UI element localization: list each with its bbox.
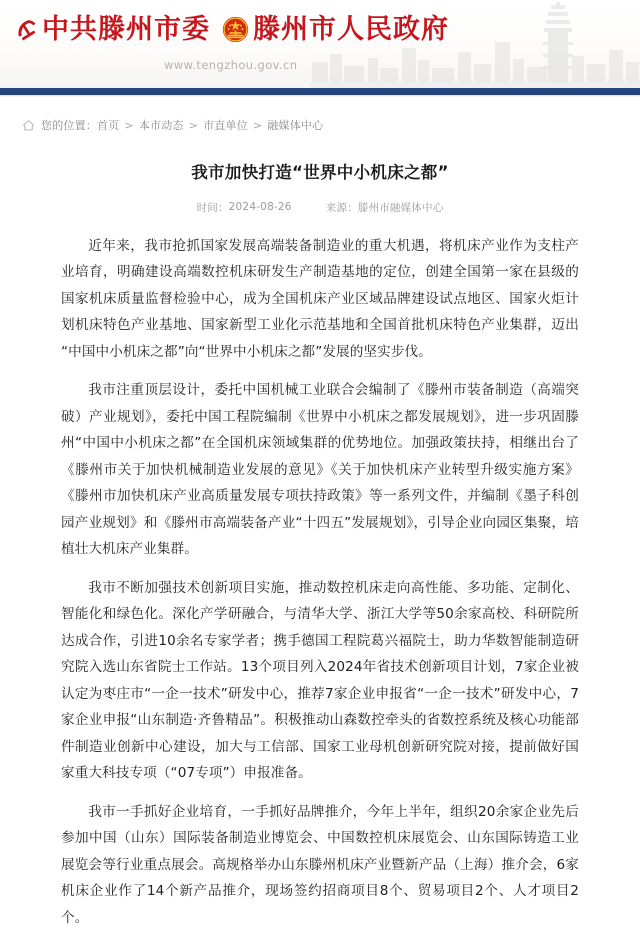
article-title: 我市加快打造“世界中小机床之都” xyxy=(191,163,449,182)
cpc-hammer-sickle-icon xyxy=(14,16,40,42)
source-label: 来源： xyxy=(325,201,358,214)
breadcrumb-separator: > xyxy=(188,118,199,132)
national-emblem-icon xyxy=(222,16,249,43)
cpc-title: 中共滕州市委 xyxy=(42,13,210,45)
breadcrumb-item-city-news[interactable]: 本市动态 xyxy=(138,119,184,132)
nav-divider-bar xyxy=(0,88,640,95)
banner-content xyxy=(0,0,640,72)
source-value: 滕州市融媒体中心 xyxy=(357,201,444,214)
publish-time-value: 2024-08-26 xyxy=(228,201,292,214)
article-meta xyxy=(61,200,579,215)
nav-divider-shadow xyxy=(0,95,640,97)
article-paragraph: 我市注重顶层设计，委托中国机械工业联合会编制了《滕州市装备制造（高端突破）产业规划》，委托中国工程院编制《世界中小机床之都发展规划》，进一步巩固滕州“中国中小机床之都”在全国机床领域集群的优势地位。加强政策扶持，相继出台了《滕州市关于加快机械制造业发展的意见》《关于加快机床产业转型升级实施方案》《滕州市加快机床产业高质量发展专项扶持政策》等一系列文件，并编制《墨子科创园产业规划》和《滕州市高端装备产业“十四五”发展规划》，引导企业向园区集聚，培植壮大机床产业集群。 xyxy=(61,382,579,558)
breadcrumb xyxy=(22,117,640,133)
article-paragraph: 我市不断加强技术创新项目实施，推动数控机床走向高性能、多功能、定制化、智能化和绿色化。深化产学研融合，与清华大学、浙江大学等50余家高校、科研院所达成合作，引进10余名专家学者；携手德国工程院葛兴福院士，助力华数智能制造研究院入选山东省院士工作站。13个项目列入2024年省技术创新项目计划，7家企业被认定为枣庄市“一企一技术”研发中心，推荐7家企业申报省“一企一技术”研发中心，7家企业申报“山东制造·齐鲁精品”。积极推动山森数控牵头的省数控系统及核心功能部件制造业创新中心建设，加大与工信部、国家工业母机创新研究院对接，提前做好国家重大科技专项（“07专项”）申报准备。 xyxy=(61,579,579,782)
article-body xyxy=(61,233,579,931)
article-paragraph: 我市一手抓好企业培育，一手抓好品牌推介，今年上半年，组织20余家企业先后参加中国（山东）国际装备制造业博览会、中国数控机床展览会、山东国际铸造工业展览会等行业重点展会。高规格举办山东滕州机床产业暨新产品（上海）推介会，6家机床企业作了14个新产品推介，现场签约招商项目8个、贸易项目2个、人才项目2个。 xyxy=(61,803,579,926)
site-url: www.tengzhou.gov.cn xyxy=(164,58,298,72)
breadcrumb-separator: > xyxy=(124,118,134,132)
site-header-banner xyxy=(0,0,640,88)
gov-title: 滕州市人民政府 xyxy=(253,13,449,45)
breadcrumb-item-home[interactable]: 首页 xyxy=(97,119,120,132)
breadcrumb-item-municipal-units[interactable]: 市直单位 xyxy=(203,119,248,132)
home-icon[interactable] xyxy=(22,119,35,132)
article-paragraph: 近年来，我市抢抓国家发展高端装备制造业的重大机遇，将机床产业作为支柱产业培育，明确建设高端数控机床研发生产制造基地的定位，创建全国第一家在县级的国家机床质量监督检验中心，成为全国机床产业区域品牌建设试点地区、国家火炬计划机床特色产业基地、国家新型工业化示范基地和全国首批机床特色产业集群，迈出“中国中小机床之都”向“世界中小机床之都”发展的坚实步伐。 xyxy=(61,237,579,360)
banner-logo-row xyxy=(14,9,640,49)
breadcrumb-label: 您的位置： xyxy=(41,119,97,132)
breadcrumb-separator: > xyxy=(252,118,263,132)
breadcrumb-item-media-center[interactable]: 融媒体中心 xyxy=(267,119,324,132)
publish-time-label: 时间： xyxy=(196,201,229,214)
article-container xyxy=(61,133,579,931)
